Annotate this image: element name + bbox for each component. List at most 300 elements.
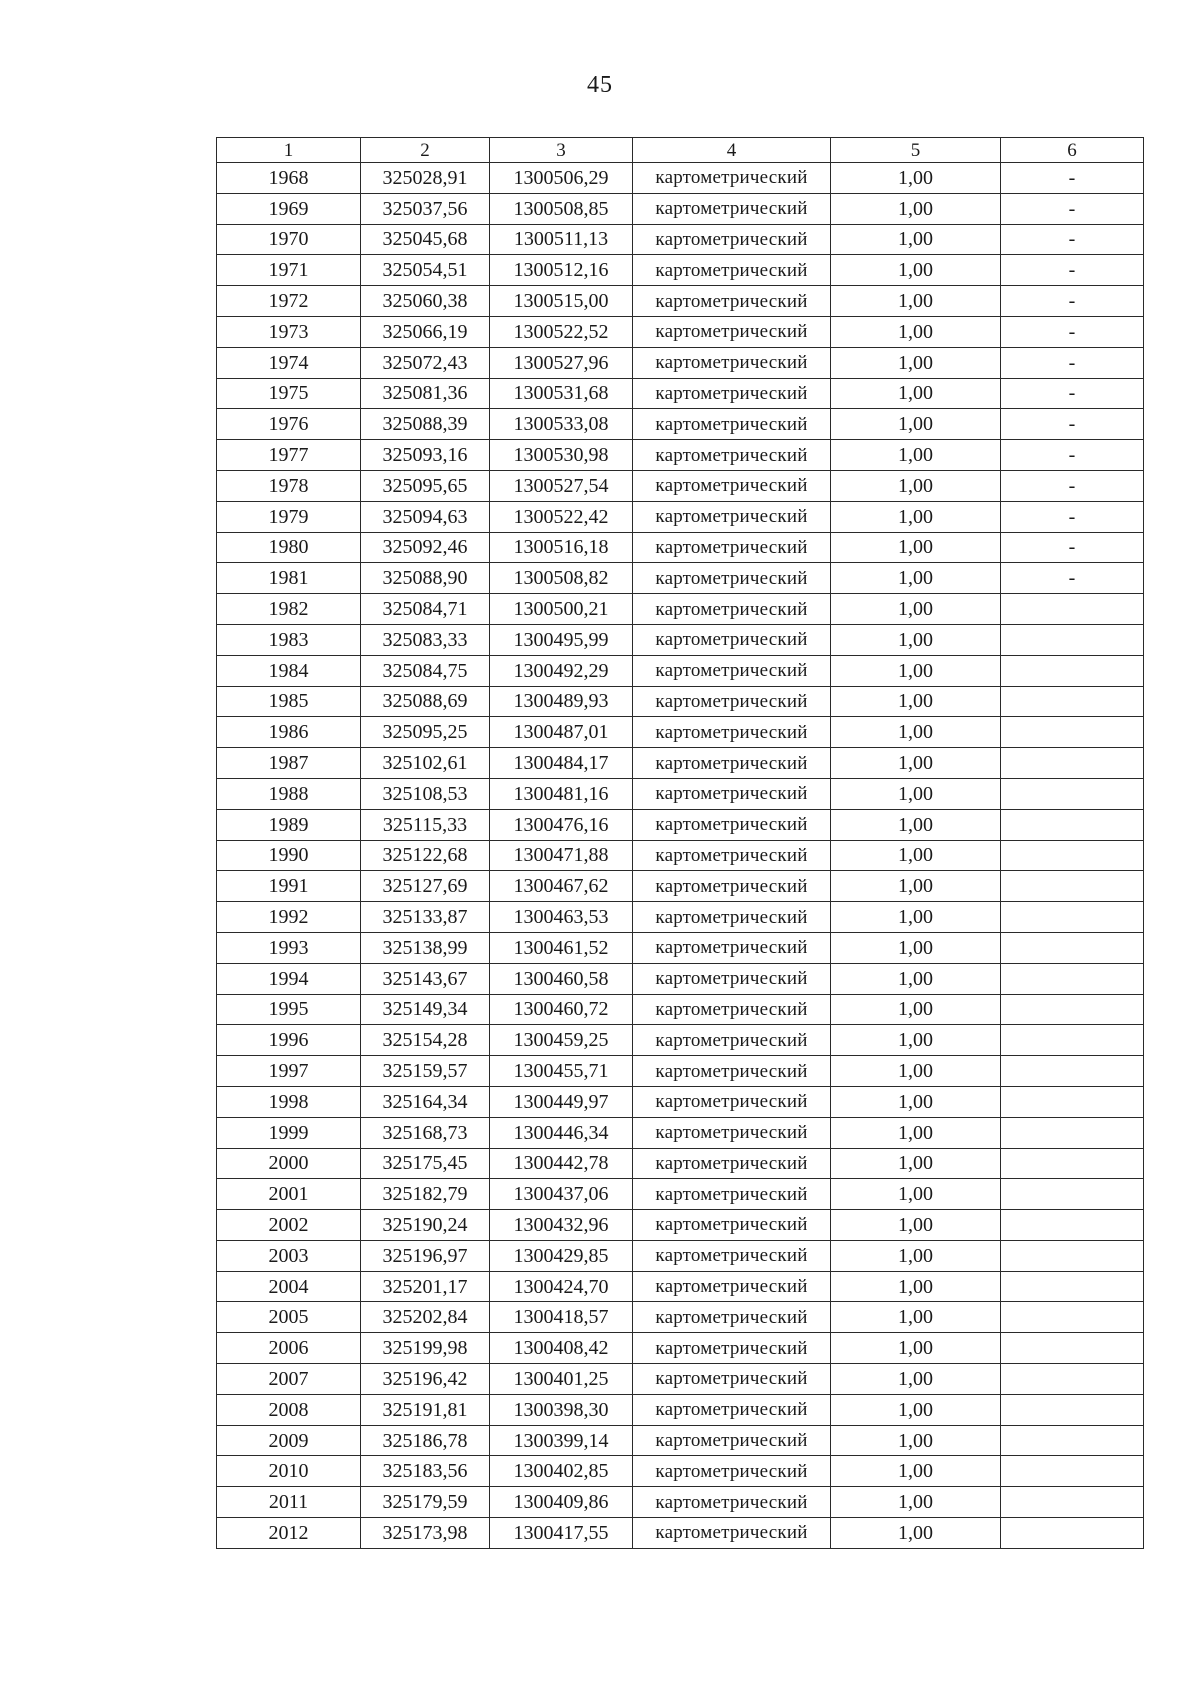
point-number-cell: 1996: [217, 1025, 361, 1056]
point-number-cell: 1983: [217, 624, 361, 655]
point-number-cell: 1993: [217, 932, 361, 963]
x-coordinate-cell: 325127,69: [361, 871, 490, 902]
x-coordinate-cell: 325196,97: [361, 1240, 490, 1271]
x-coordinate-cell: 325094,63: [361, 501, 490, 532]
y-coordinate-cell: 1300495,99: [490, 624, 633, 655]
table-row: [217, 409, 1144, 440]
y-coordinate-cell: 1300516,18: [490, 532, 633, 563]
method-cell: картометрический: [633, 840, 831, 871]
y-coordinate-cell: 1300527,54: [490, 470, 633, 501]
x-coordinate-cell: 325202,84: [361, 1302, 490, 1333]
accuracy-cell: 1,00: [831, 440, 1001, 471]
note-cell: [1001, 1025, 1144, 1056]
note-cell: [1001, 1487, 1144, 1518]
point-number-cell: 1973: [217, 316, 361, 347]
method-cell: картометрический: [633, 316, 831, 347]
point-number-cell: 2011: [217, 1487, 361, 1518]
column-header: 3: [490, 138, 633, 163]
method-cell: картометрический: [633, 1086, 831, 1117]
x-coordinate-cell: 325182,79: [361, 1179, 490, 1210]
accuracy-cell: 1,00: [831, 163, 1001, 194]
y-coordinate-cell: 1300409,86: [490, 1487, 633, 1518]
x-coordinate-cell: 325037,56: [361, 193, 490, 224]
accuracy-cell: 1,00: [831, 1025, 1001, 1056]
table-row: [217, 1086, 1144, 1117]
table-row: [217, 532, 1144, 563]
point-number-cell: 2006: [217, 1333, 361, 1364]
y-coordinate-cell: 1300512,16: [490, 255, 633, 286]
table-row: [217, 224, 1144, 255]
point-number-cell: 1971: [217, 255, 361, 286]
y-coordinate-cell: 1300460,72: [490, 994, 633, 1025]
method-cell: картометрический: [633, 347, 831, 378]
accuracy-cell: 1,00: [831, 1456, 1001, 1487]
table-row: [217, 932, 1144, 963]
method-cell: картометрический: [633, 1456, 831, 1487]
method-cell: картометрический: [633, 778, 831, 809]
column-header: 2: [361, 138, 490, 163]
accuracy-cell: 1,00: [831, 963, 1001, 994]
method-cell: картометрический: [633, 748, 831, 779]
x-coordinate-cell: 325159,57: [361, 1056, 490, 1087]
table-row: [217, 840, 1144, 871]
column-header: 6: [1001, 138, 1144, 163]
y-coordinate-cell: 1300489,93: [490, 686, 633, 717]
note-cell: [1001, 1425, 1144, 1456]
method-cell: картометрический: [633, 1487, 831, 1518]
method-cell: картометрический: [633, 1364, 831, 1395]
note-cell: [1001, 809, 1144, 840]
accuracy-cell: 1,00: [831, 778, 1001, 809]
point-number-cell: 2000: [217, 1148, 361, 1179]
point-number-cell: 2004: [217, 1271, 361, 1302]
note-cell: [1001, 871, 1144, 902]
point-number-cell: 1978: [217, 470, 361, 501]
y-coordinate-cell: 1300467,62: [490, 871, 633, 902]
x-coordinate-cell: 325186,78: [361, 1425, 490, 1456]
x-coordinate-cell: 325168,73: [361, 1117, 490, 1148]
accuracy-cell: 1,00: [831, 1086, 1001, 1117]
x-coordinate-cell: 325045,68: [361, 224, 490, 255]
accuracy-cell: 1,00: [831, 809, 1001, 840]
note-cell: [1001, 963, 1144, 994]
point-number-cell: 1975: [217, 378, 361, 409]
point-number-cell: 2005: [217, 1302, 361, 1333]
accuracy-cell: 1,00: [831, 1210, 1001, 1241]
table-row: [217, 1425, 1144, 1456]
y-coordinate-cell: 1300508,82: [490, 563, 633, 594]
method-cell: картометрический: [633, 224, 831, 255]
accuracy-cell: 1,00: [831, 1518, 1001, 1549]
note-cell: [1001, 1148, 1144, 1179]
note-cell: [1001, 778, 1144, 809]
x-coordinate-cell: 325060,38: [361, 286, 490, 317]
accuracy-cell: 1,00: [831, 717, 1001, 748]
point-number-cell: 1992: [217, 902, 361, 933]
x-coordinate-cell: 325133,87: [361, 902, 490, 933]
x-coordinate-cell: 325102,61: [361, 748, 490, 779]
table-row: [217, 1518, 1144, 1549]
point-number-cell: 1988: [217, 778, 361, 809]
table-row: [217, 255, 1144, 286]
x-coordinate-cell: 325092,46: [361, 532, 490, 563]
note-cell: -: [1001, 532, 1144, 563]
y-coordinate-cell: 1300429,85: [490, 1240, 633, 1271]
table-row: [217, 1302, 1144, 1333]
accuracy-cell: 1,00: [831, 255, 1001, 286]
method-cell: картометрический: [633, 1240, 831, 1271]
table-row: [217, 778, 1144, 809]
table-row: [217, 1025, 1144, 1056]
method-cell: картометрический: [633, 409, 831, 440]
accuracy-cell: 1,00: [831, 840, 1001, 871]
note-cell: -: [1001, 440, 1144, 471]
accuracy-cell: 1,00: [831, 932, 1001, 963]
table-row: [217, 594, 1144, 625]
point-number-cell: 1994: [217, 963, 361, 994]
accuracy-cell: 1,00: [831, 286, 1001, 317]
table-row: [217, 1394, 1144, 1425]
note-cell: [1001, 1179, 1144, 1210]
note-cell: [1001, 1456, 1144, 1487]
method-cell: картометрический: [633, 1271, 831, 1302]
point-number-cell: 1987: [217, 748, 361, 779]
x-coordinate-cell: 325084,71: [361, 594, 490, 625]
x-coordinate-cell: 325154,28: [361, 1025, 490, 1056]
table-row: [217, 748, 1144, 779]
accuracy-cell: 1,00: [831, 1240, 1001, 1271]
y-coordinate-cell: 1300418,57: [490, 1302, 633, 1333]
table-row: [217, 1240, 1144, 1271]
table-row: [217, 994, 1144, 1025]
table-header-row: [217, 138, 1144, 163]
page-number: 45: [587, 72, 613, 98]
note-cell: -: [1001, 563, 1144, 594]
accuracy-cell: 1,00: [831, 224, 1001, 255]
note-cell: [1001, 686, 1144, 717]
note-cell: -: [1001, 378, 1144, 409]
note-cell: -: [1001, 347, 1144, 378]
method-cell: картометрический: [633, 871, 831, 902]
accuracy-cell: 1,00: [831, 378, 1001, 409]
x-coordinate-cell: 325173,98: [361, 1518, 490, 1549]
point-number-cell: 1995: [217, 994, 361, 1025]
point-number-cell: 2003: [217, 1240, 361, 1271]
note-cell: [1001, 1210, 1144, 1241]
accuracy-cell: 1,00: [831, 655, 1001, 686]
x-coordinate-cell: 325138,99: [361, 932, 490, 963]
method-cell: картометрический: [633, 809, 831, 840]
point-number-cell: 1990: [217, 840, 361, 871]
table-row: [217, 163, 1144, 194]
method-cell: картометрический: [633, 1394, 831, 1425]
y-coordinate-cell: 1300455,71: [490, 1056, 633, 1087]
note-cell: [1001, 1394, 1144, 1425]
point-number-cell: 2008: [217, 1394, 361, 1425]
column-header: 5: [831, 138, 1001, 163]
accuracy-cell: 1,00: [831, 193, 1001, 224]
method-cell: картометрический: [633, 655, 831, 686]
note-cell: [1001, 655, 1144, 686]
x-coordinate-cell: 325084,75: [361, 655, 490, 686]
y-coordinate-cell: 1300530,98: [490, 440, 633, 471]
y-coordinate-cell: 1300487,01: [490, 717, 633, 748]
note-cell: -: [1001, 409, 1144, 440]
table-row: [217, 1487, 1144, 1518]
note-cell: [1001, 932, 1144, 963]
x-coordinate-cell: 325093,16: [361, 440, 490, 471]
table-row: [217, 347, 1144, 378]
x-coordinate-cell: 325072,43: [361, 347, 490, 378]
note-cell: [1001, 1240, 1144, 1271]
note-cell: [1001, 994, 1144, 1025]
y-coordinate-cell: 1300398,30: [490, 1394, 633, 1425]
accuracy-cell: 1,00: [831, 871, 1001, 902]
note-cell: [1001, 1271, 1144, 1302]
method-cell: картометрический: [633, 994, 831, 1025]
note-cell: [1001, 1056, 1144, 1087]
accuracy-cell: 1,00: [831, 563, 1001, 594]
point-number-cell: 1974: [217, 347, 361, 378]
accuracy-cell: 1,00: [831, 1425, 1001, 1456]
table-row: [217, 902, 1144, 933]
accuracy-cell: 1,00: [831, 1487, 1001, 1518]
method-cell: картометрический: [633, 470, 831, 501]
y-coordinate-cell: 1300424,70: [490, 1271, 633, 1302]
accuracy-cell: 1,00: [831, 532, 1001, 563]
note-cell: -: [1001, 501, 1144, 532]
method-cell: картометрический: [633, 932, 831, 963]
x-coordinate-cell: 325164,34: [361, 1086, 490, 1117]
point-number-cell: 2007: [217, 1364, 361, 1395]
y-coordinate-cell: 1300533,08: [490, 409, 633, 440]
table-row: [217, 1364, 1144, 1395]
table-row: [217, 1117, 1144, 1148]
y-coordinate-cell: 1300522,52: [490, 316, 633, 347]
y-coordinate-cell: 1300508,85: [490, 193, 633, 224]
point-number-cell: 2009: [217, 1425, 361, 1456]
point-number-cell: 1969: [217, 193, 361, 224]
method-cell: картометрический: [633, 193, 831, 224]
method-cell: картометрический: [633, 1056, 831, 1087]
point-number-cell: 1991: [217, 871, 361, 902]
accuracy-cell: 1,00: [831, 994, 1001, 1025]
x-coordinate-cell: 325149,34: [361, 994, 490, 1025]
method-cell: картометрический: [633, 532, 831, 563]
accuracy-cell: 1,00: [831, 1148, 1001, 1179]
accuracy-cell: 1,00: [831, 1333, 1001, 1364]
method-cell: картометрический: [633, 1179, 831, 1210]
point-number-cell: 1997: [217, 1056, 361, 1087]
accuracy-cell: 1,00: [831, 347, 1001, 378]
table-row: [217, 470, 1144, 501]
point-number-cell: 1999: [217, 1117, 361, 1148]
table-row: [217, 963, 1144, 994]
x-coordinate-cell: 325201,17: [361, 1271, 490, 1302]
point-number-cell: 1986: [217, 717, 361, 748]
method-cell: картометрический: [633, 1210, 831, 1241]
note-cell: [1001, 840, 1144, 871]
method-cell: картометрический: [633, 1302, 831, 1333]
y-coordinate-cell: 1300432,96: [490, 1210, 633, 1241]
y-coordinate-cell: 1300461,52: [490, 932, 633, 963]
y-coordinate-cell: 1300417,55: [490, 1518, 633, 1549]
note-cell: [1001, 624, 1144, 655]
accuracy-cell: 1,00: [831, 1364, 1001, 1395]
y-coordinate-cell: 1300484,17: [490, 748, 633, 779]
accuracy-cell: 1,00: [831, 1179, 1001, 1210]
x-coordinate-cell: 325108,53: [361, 778, 490, 809]
method-cell: картометрический: [633, 286, 831, 317]
table-row: [217, 871, 1144, 902]
table-row: [217, 563, 1144, 594]
y-coordinate-cell: 1300481,16: [490, 778, 633, 809]
table-row: [217, 1271, 1144, 1302]
accuracy-cell: 1,00: [831, 624, 1001, 655]
method-cell: картометрический: [633, 902, 831, 933]
point-number-cell: 1970: [217, 224, 361, 255]
note-cell: -: [1001, 163, 1144, 194]
y-coordinate-cell: 1300460,58: [490, 963, 633, 994]
x-coordinate-cell: 325088,90: [361, 563, 490, 594]
x-coordinate-cell: 325183,56: [361, 1456, 490, 1487]
accuracy-cell: 1,00: [831, 902, 1001, 933]
method-cell: картометрический: [633, 1333, 831, 1364]
table-row: [217, 686, 1144, 717]
y-coordinate-cell: 1300402,85: [490, 1456, 633, 1487]
x-coordinate-cell: 325028,91: [361, 163, 490, 194]
table-row: [217, 286, 1144, 317]
y-coordinate-cell: 1300506,29: [490, 163, 633, 194]
x-coordinate-cell: 325083,33: [361, 624, 490, 655]
accuracy-cell: 1,00: [831, 748, 1001, 779]
method-cell: картометрический: [633, 963, 831, 994]
method-cell: картометрический: [633, 1518, 831, 1549]
x-coordinate-cell: 325066,19: [361, 316, 490, 347]
table-row: [217, 809, 1144, 840]
accuracy-cell: 1,00: [831, 1056, 1001, 1087]
point-number-cell: 1980: [217, 532, 361, 563]
x-coordinate-cell: 325179,59: [361, 1487, 490, 1518]
x-coordinate-cell: 325088,69: [361, 686, 490, 717]
x-coordinate-cell: 325095,25: [361, 717, 490, 748]
method-cell: картометрический: [633, 686, 831, 717]
y-coordinate-cell: 1300531,68: [490, 378, 633, 409]
point-number-cell: 2012: [217, 1518, 361, 1549]
y-coordinate-cell: 1300476,16: [490, 809, 633, 840]
note-cell: [1001, 594, 1144, 625]
point-number-cell: 1976: [217, 409, 361, 440]
accuracy-cell: 1,00: [831, 686, 1001, 717]
note-cell: [1001, 717, 1144, 748]
accuracy-cell: 1,00: [831, 409, 1001, 440]
x-coordinate-cell: 325191,81: [361, 1394, 490, 1425]
y-coordinate-cell: 1300492,29: [490, 655, 633, 686]
point-number-cell: 2010: [217, 1456, 361, 1487]
table-row: [217, 1456, 1144, 1487]
table-body: [217, 138, 1144, 1549]
note-cell: -: [1001, 470, 1144, 501]
point-number-cell: 1998: [217, 1086, 361, 1117]
y-coordinate-cell: 1300442,78: [490, 1148, 633, 1179]
x-coordinate-cell: 325115,33: [361, 809, 490, 840]
column-header: 1: [217, 138, 361, 163]
y-coordinate-cell: 1300446,34: [490, 1117, 633, 1148]
coordinates-table: [216, 137, 1144, 1549]
y-coordinate-cell: 1300471,88: [490, 840, 633, 871]
accuracy-cell: 1,00: [831, 316, 1001, 347]
note-cell: -: [1001, 286, 1144, 317]
y-coordinate-cell: 1300449,97: [490, 1086, 633, 1117]
point-number-cell: 2002: [217, 1210, 361, 1241]
note-cell: [1001, 1086, 1144, 1117]
point-number-cell: 1968: [217, 163, 361, 194]
note-cell: [1001, 1333, 1144, 1364]
note-cell: [1001, 1302, 1144, 1333]
column-header: 4: [633, 138, 831, 163]
x-coordinate-cell: 325199,98: [361, 1333, 490, 1364]
y-coordinate-cell: 1300437,06: [490, 1179, 633, 1210]
y-coordinate-cell: 1300500,21: [490, 594, 633, 625]
y-coordinate-cell: 1300522,42: [490, 501, 633, 532]
y-coordinate-cell: 1300401,25: [490, 1364, 633, 1395]
note-cell: [1001, 902, 1144, 933]
point-number-cell: 1989: [217, 809, 361, 840]
note-cell: [1001, 1364, 1144, 1395]
y-coordinate-cell: 1300408,42: [490, 1333, 633, 1364]
table-row: [217, 316, 1144, 347]
table-row: [217, 624, 1144, 655]
y-coordinate-cell: 1300399,14: [490, 1425, 633, 1456]
method-cell: картометрический: [633, 255, 831, 286]
x-coordinate-cell: 325196,42: [361, 1364, 490, 1395]
point-number-cell: 1981: [217, 563, 361, 594]
table-row: [217, 501, 1144, 532]
accuracy-cell: 1,00: [831, 501, 1001, 532]
accuracy-cell: 1,00: [831, 1117, 1001, 1148]
method-cell: картометрический: [633, 163, 831, 194]
point-number-cell: 1972: [217, 286, 361, 317]
method-cell: картометрический: [633, 594, 831, 625]
accuracy-cell: 1,00: [831, 1271, 1001, 1302]
method-cell: картометрический: [633, 1148, 831, 1179]
accuracy-cell: 1,00: [831, 594, 1001, 625]
table-row: [217, 193, 1144, 224]
method-cell: картометрический: [633, 1025, 831, 1056]
x-coordinate-cell: 325122,68: [361, 840, 490, 871]
accuracy-cell: 1,00: [831, 470, 1001, 501]
method-cell: картометрический: [633, 1117, 831, 1148]
point-number-cell: 2001: [217, 1179, 361, 1210]
table-row: [217, 378, 1144, 409]
method-cell: картометрический: [633, 378, 831, 409]
method-cell: картометрический: [633, 440, 831, 471]
table-row: [217, 1210, 1144, 1241]
point-number-cell: 1979: [217, 501, 361, 532]
y-coordinate-cell: 1300527,96: [490, 347, 633, 378]
x-coordinate-cell: 325095,65: [361, 470, 490, 501]
accuracy-cell: 1,00: [831, 1302, 1001, 1333]
x-coordinate-cell: 325143,67: [361, 963, 490, 994]
x-coordinate-cell: 325175,45: [361, 1148, 490, 1179]
point-number-cell: 1977: [217, 440, 361, 471]
note-cell: [1001, 748, 1144, 779]
method-cell: картометрический: [633, 501, 831, 532]
table-row: [217, 1056, 1144, 1087]
table-row: [217, 1148, 1144, 1179]
accuracy-cell: 1,00: [831, 1394, 1001, 1425]
y-coordinate-cell: 1300511,13: [490, 224, 633, 255]
